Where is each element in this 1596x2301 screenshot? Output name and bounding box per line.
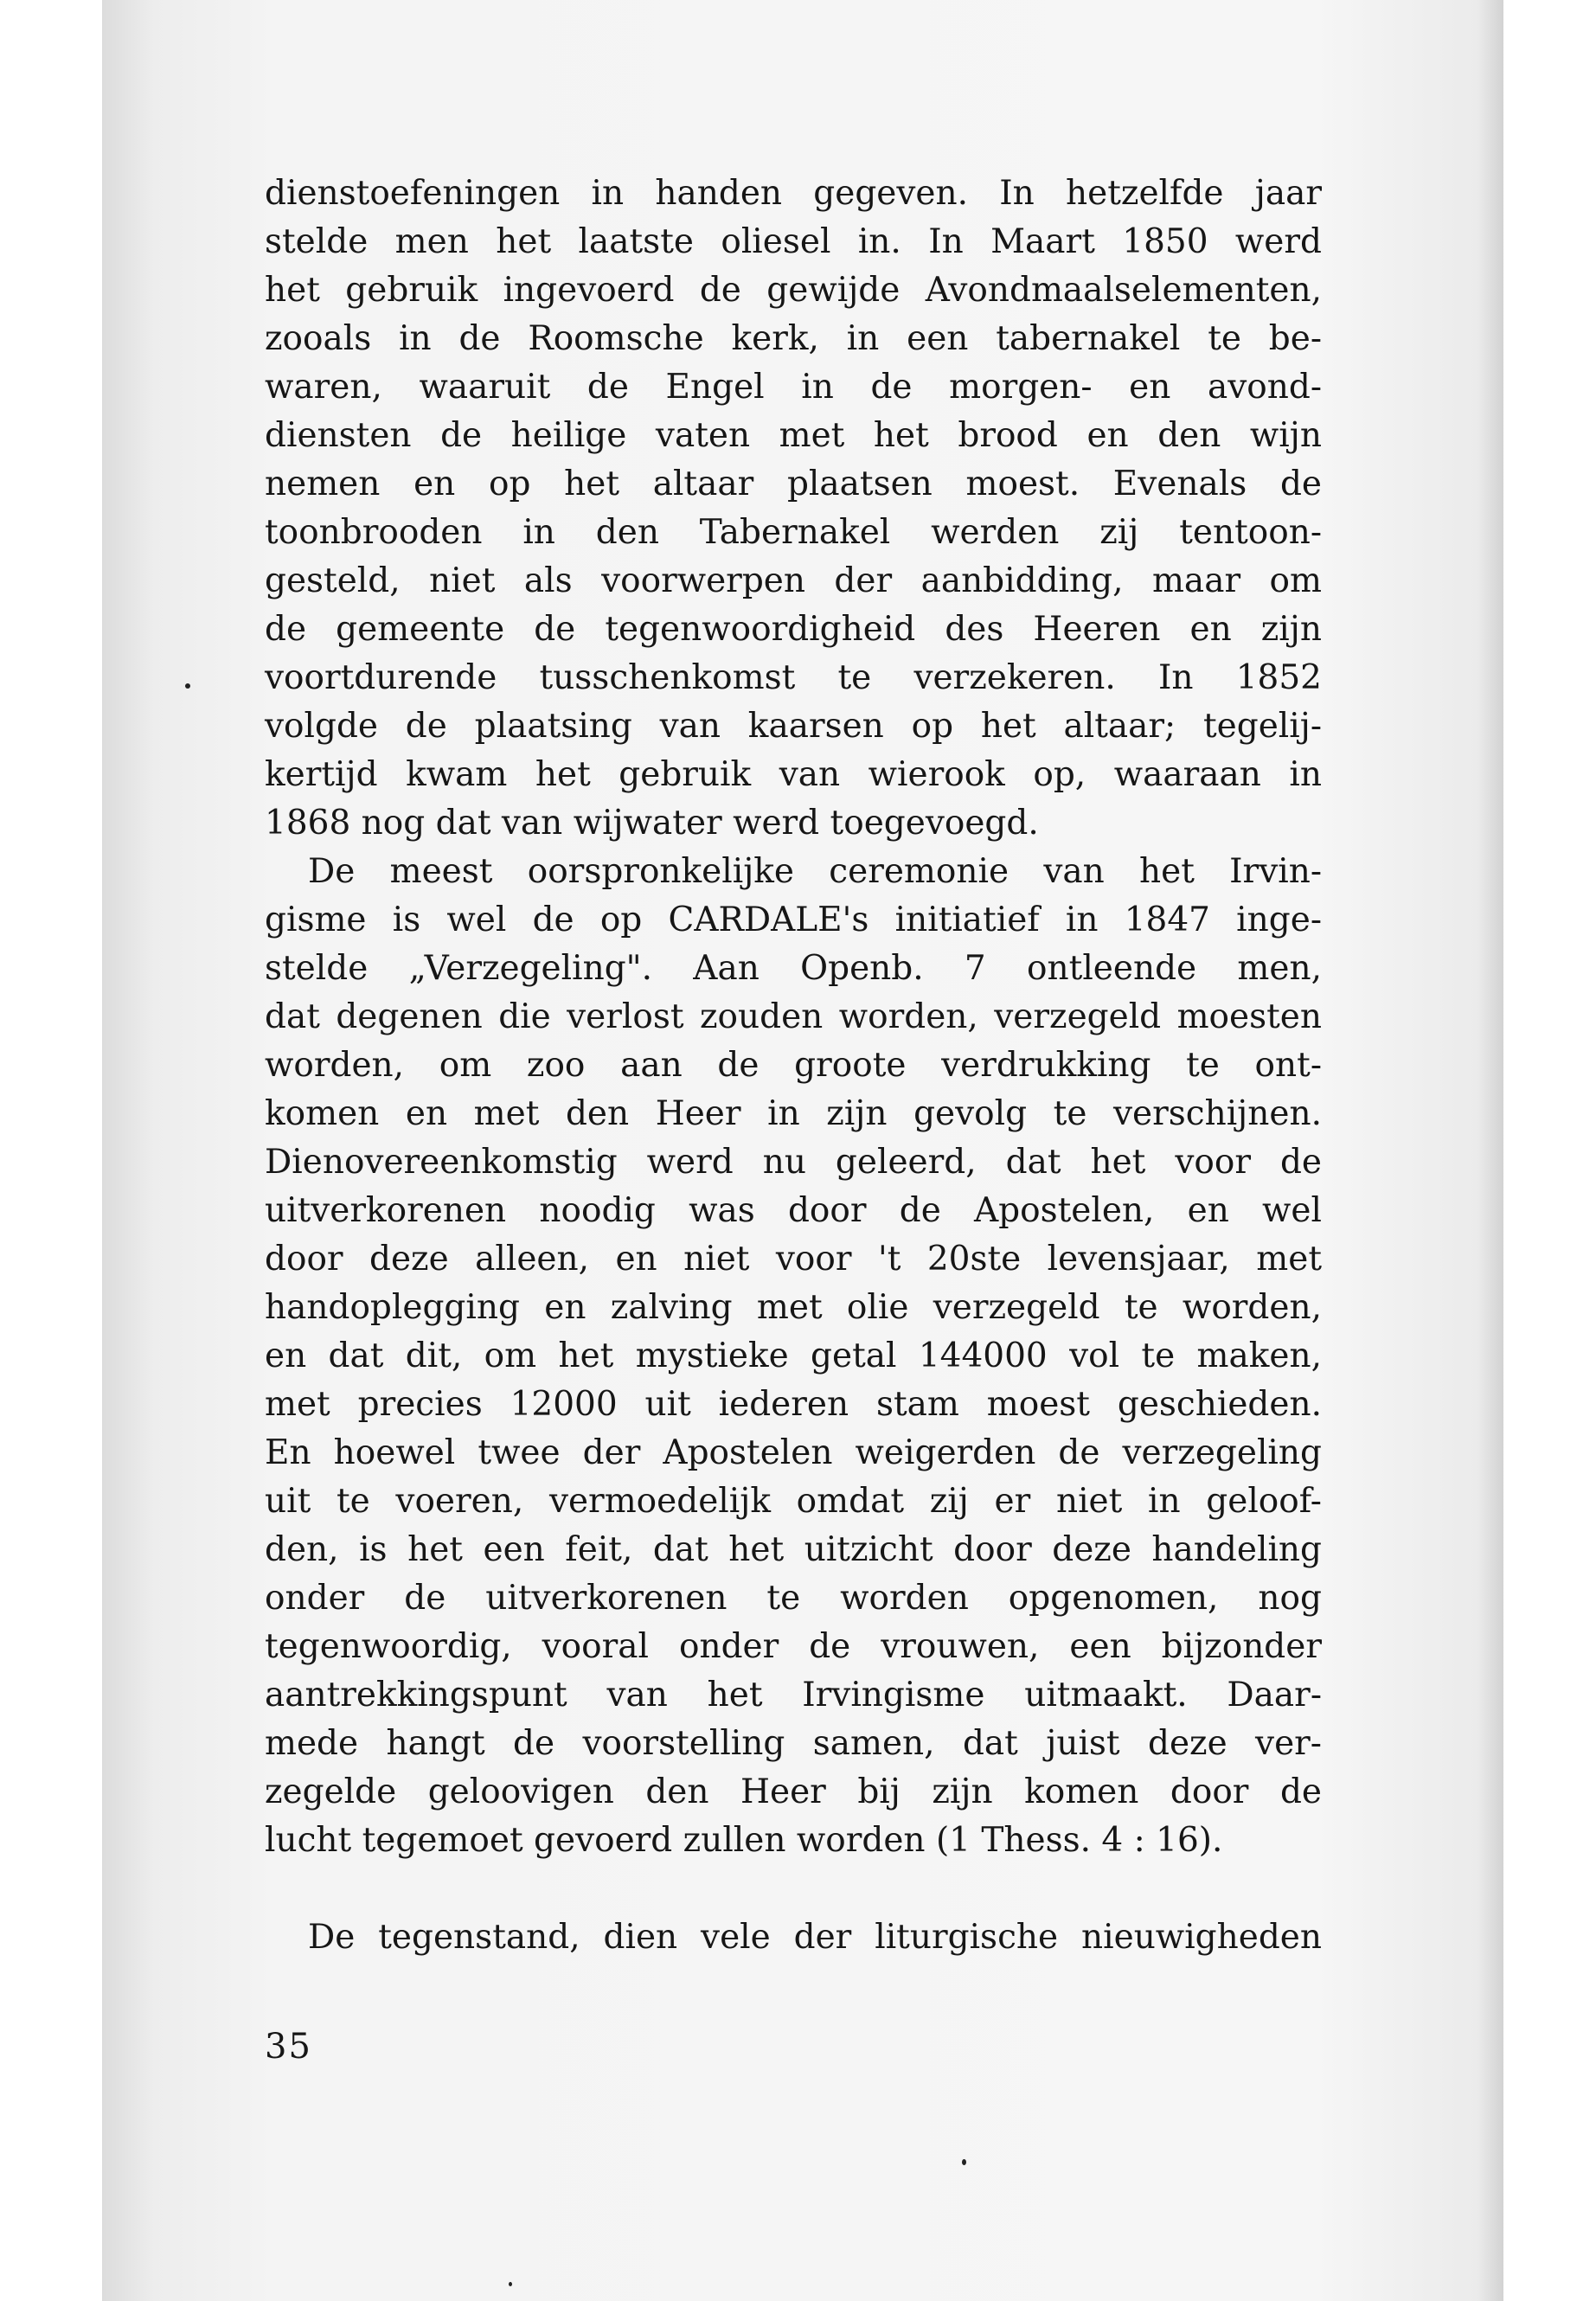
page-number: 35 xyxy=(265,2027,312,2067)
text-line: stelde men het laatste oliesel in. In Maart 1850 werd xyxy=(265,222,1322,261)
text-line: en dat dit, om het mystieke getal 144000 vol te maken, xyxy=(265,1336,1322,1375)
text-line: De meest oorspronkelijke ceremonie van het Irvin- xyxy=(308,852,1322,891)
text-line: uitverkorenen noodig was door de Apostelen, en wel xyxy=(265,1191,1322,1230)
text-line: volgde de plaatsing van kaarsen op het altaar; tegelij- xyxy=(265,707,1322,746)
text-line: stelde „Verzegeling". Aan Openb. 7 ontleende men, xyxy=(265,949,1322,988)
paragraph-1 xyxy=(265,170,1322,848)
text-line: zegelde geloovigen den Heer bij zijn komen door de xyxy=(265,1772,1322,1811)
text-line: voortdurende tusschenkomst te verzekeren. In 1852 xyxy=(265,658,1322,697)
text-line: door deze alleen, en niet voor 't 20ste levensjaar, met xyxy=(265,1240,1322,1279)
text-line: mede hangt de voorstelling samen, dat juist deze ver- xyxy=(265,1724,1322,1763)
text-line: kertijd kwam het gebruik van wierook op, waaraan in xyxy=(265,755,1322,794)
text-line: lucht tegemoet gevoerd zullen worden (1 Thess. 4 : 16). xyxy=(265,1821,1223,1860)
text-line: den, is het een feit, dat het uitzicht door deze handeling xyxy=(265,1530,1322,1569)
text-line: toonbrooden in den Tabernakel werden zij tentoon- xyxy=(265,513,1322,552)
text-line: het gebruik ingevoerd de gewijde Avondmaalselementen, xyxy=(265,271,1322,310)
text-line: aantrekkingspunt van het Irvingisme uitmaakt. Daar- xyxy=(265,1676,1322,1715)
text-line: uit te voeren, vermoedelijk omdat zij er niet in geloof- xyxy=(265,1482,1322,1521)
text-line: komen en met den Heer in zijn gevolg te verschijnen. xyxy=(265,1094,1322,1133)
text-line: dat degenen die verlost zouden worden, verzegeld moesten xyxy=(265,997,1322,1036)
paragraph-3 xyxy=(265,1913,1322,1962)
text-line: De tegenstand, dien vele der liturgische nieuwigheden xyxy=(308,1918,1322,1957)
text-line: diensten de heilige vaten met het brood en den wijn xyxy=(265,416,1322,455)
text-line: met precies 12000 uit iederen stam moest geschieden. xyxy=(265,1385,1322,1424)
text-line: Dienovereenkomstig werd nu geleerd, dat het voor de xyxy=(265,1143,1322,1182)
text-line: dienstoefeningen in handen gegeven. In hetzelfde jaar xyxy=(265,174,1322,213)
text-line: 1868 nog dat van wijwater werd toegevoegd. xyxy=(265,804,1039,843)
text-line: gisme is wel de op CARDALE's initiatief in 1847 inge- xyxy=(265,901,1322,939)
text-line: handoplegging en zalving met olie verzegeld te worden, xyxy=(265,1288,1322,1327)
paragraph-gap xyxy=(265,1865,1322,1913)
text-line: tegenwoordig, vooral onder de vrouwen, een bijzonder xyxy=(265,1627,1322,1666)
print-speck xyxy=(509,2282,512,2286)
text-line: En hoewel twee der Apostelen weigerden de verzegeling xyxy=(265,1433,1322,1472)
print-speck xyxy=(962,2159,966,2165)
text-line: de gemeente de tegenwoordigheid des Heeren en zijn xyxy=(265,610,1322,649)
text-line: waren, waaruit de Engel in de morgen- en avond- xyxy=(265,368,1322,407)
text-line: gesteld, niet als voorwerpen der aanbidding, maar om xyxy=(265,561,1322,600)
print-speck xyxy=(185,683,190,689)
text-line: onder de uitverkorenen te worden opgenomen, nog xyxy=(265,1579,1322,1618)
text-line: worden, om zoo aan de groote verdrukking te ont- xyxy=(265,1046,1322,1085)
text-line: nemen en op het altaar plaatsen moest. Evenals de xyxy=(265,465,1322,503)
body-text xyxy=(265,170,1322,1962)
paragraph-2 xyxy=(265,848,1322,1865)
text-line: zooals in de Roomsche kerk, in een tabernakel te be- xyxy=(265,319,1322,358)
